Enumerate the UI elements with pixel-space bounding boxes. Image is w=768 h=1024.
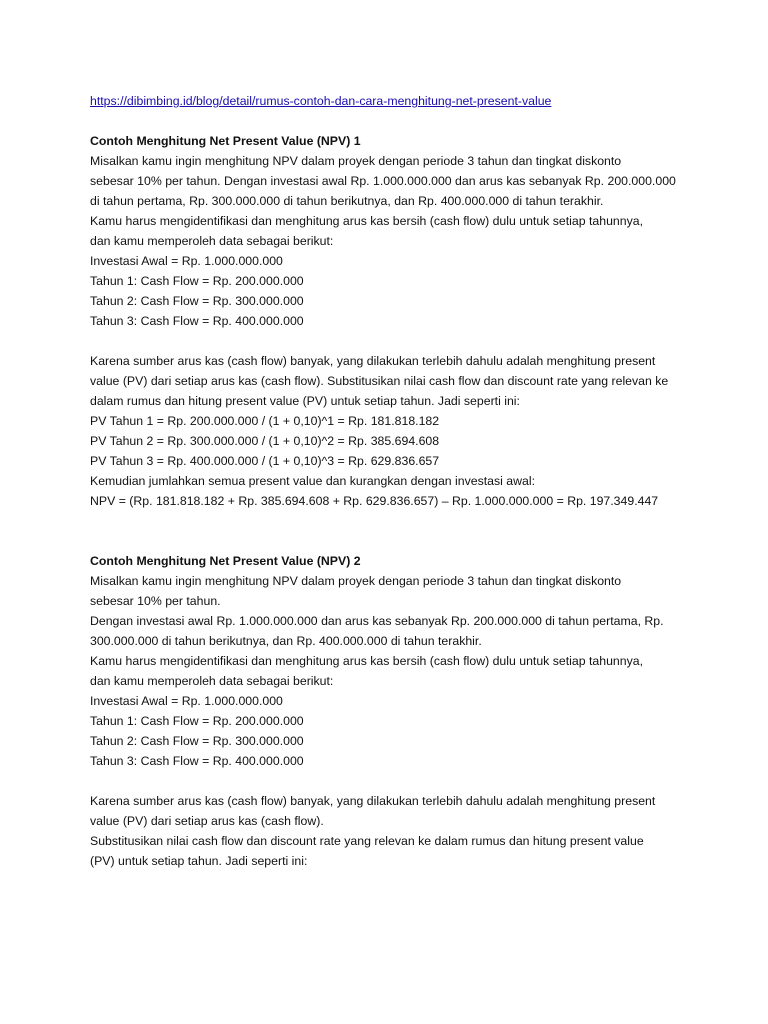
paragraph-line: dan kamu memperoleh data sebagai berikut:: [90, 674, 334, 688]
paragraph-line: Misalkan kamu ingin menghitung NPV dalam proyek dengan periode 3 tahun dan tingkat diskonto: [90, 574, 622, 588]
cash-flow-year-2: Tahun 2: Cash Flow = Rp. 300.000.000: [90, 734, 304, 748]
paragraph-line: Kemudian jumlahkan semua present value dan kurangkan dengan investasi awal:: [90, 474, 536, 488]
paragraph-line: Kamu harus mengidentifikasi dan menghitung arus kas bersih (cash flow) dulu untuk setiap tahunnya,: [90, 214, 643, 228]
spacer: [90, 531, 690, 551]
spacer: [90, 111, 690, 131]
paragraph-line: di tahun pertama, Rp. 300.000.000 di tahun berikutnya, dan Rp. 400.000.000 di tahun terakhir.: [90, 194, 604, 208]
initial-investment-line: Investasi Awal = Rp. 1.000.000.000: [90, 694, 283, 708]
cash-flow-year-2: Tahun 2: Cash Flow = Rp. 300.000.000: [90, 294, 304, 308]
example2-calculation: [90, 791, 690, 871]
paragraph-line: Substitusikan nilai cash flow dan discount rate yang relevan ke dalam rumus dan hitung present value: [90, 834, 644, 848]
example2-heading: Contoh Menghitung Net Present Value (NPV) 2: [90, 554, 361, 568]
spacer: [90, 511, 690, 531]
npv-result-line: NPV = (Rp. 181.818.182 + Rp. 385.694.608 + Rp. 629.836.657) – Rp. 1.000.000.000 = Rp. 197.349.447: [90, 494, 659, 508]
paragraph-line: Karena sumber arus kas (cash flow) banyak, yang dilakukan terlebih dahulu adalah menghitung present: [90, 354, 656, 368]
paragraph-line: dan kamu memperoleh data sebagai berikut:: [90, 234, 334, 248]
example2-intro: [90, 571, 690, 771]
cash-flow-year-3: Tahun 3: Cash Flow = Rp. 400.000.000: [90, 754, 304, 768]
paragraph-line: dalam rumus dan hitung present value (PV) untuk setiap tahun. Jadi seperti ini:: [90, 394, 520, 408]
paragraph-line: Dengan investasi awal Rp. 1.000.000.000 dan arus kas sebanyak Rp. 200.000.000 di tahun pertama, Rp.: [90, 614, 664, 628]
document-page: [90, 91, 690, 871]
example1-intro: [90, 151, 690, 331]
paragraph-line: Kamu harus mengidentifikasi dan menghitung arus kas bersih (cash flow) dulu untuk setiap tahunnya,: [90, 654, 643, 668]
cash-flow-year-1: Tahun 1: Cash Flow = Rp. 200.000.000: [90, 714, 304, 728]
paragraph-line: value (PV) dari setiap arus kas (cash flow).: [90, 814, 324, 828]
paragraph-line: 300.000.000 di tahun berikutnya, dan Rp. 400.000.000 di tahun terakhir.: [90, 634, 482, 648]
initial-investment-line: Investasi Awal = Rp. 1.000.000.000: [90, 254, 283, 268]
paragraph-line: value (PV) dari setiap arus kas (cash flow). Substitusikan nilai cash flow dan discount rate yang relevan ke: [90, 374, 669, 388]
cash-flow-year-3: Tahun 3: Cash Flow = Rp. 400.000.000: [90, 314, 304, 328]
source-link[interactable]: https://dibimbing.id/blog/detail/rumus-contoh-dan-cara-menghitung-net-present-value: [90, 94, 552, 108]
example1-heading: Contoh Menghitung Net Present Value (NPV) 1: [90, 134, 361, 148]
pv-year-2: PV Tahun 2 = Rp. 300.000.000 / (1 + 0,10)^2 = Rp. 385.694.608: [90, 434, 440, 448]
paragraph-line: (PV) untuk setiap tahun. Jadi seperti ini:: [90, 854, 308, 868]
paragraph-line: sebesar 10% per tahun.: [90, 594, 221, 608]
pv-year-1: PV Tahun 1 = Rp. 200.000.000 / (1 + 0,10)^1 = Rp. 181.818.182: [90, 414, 440, 428]
pv-year-3: PV Tahun 3 = Rp. 400.000.000 / (1 + 0,10)^3 = Rp. 629.836.657: [90, 454, 440, 468]
paragraph-line: Karena sumber arus kas (cash flow) banyak, yang dilakukan terlebih dahulu adalah menghitung present: [90, 794, 656, 808]
example1-calculation: [90, 351, 690, 511]
spacer: [90, 331, 690, 351]
cash-flow-year-1: Tahun 1: Cash Flow = Rp. 200.000.000: [90, 274, 304, 288]
spacer: [90, 771, 690, 791]
paragraph-line: Misalkan kamu ingin menghitung NPV dalam proyek dengan periode 3 tahun dan tingkat diskonto: [90, 154, 622, 168]
paragraph-line: sebesar 10% per tahun. Dengan investasi awal Rp. 1.000.000.000 dan arus kas sebanyak Rp. 200.000.000: [90, 174, 676, 188]
